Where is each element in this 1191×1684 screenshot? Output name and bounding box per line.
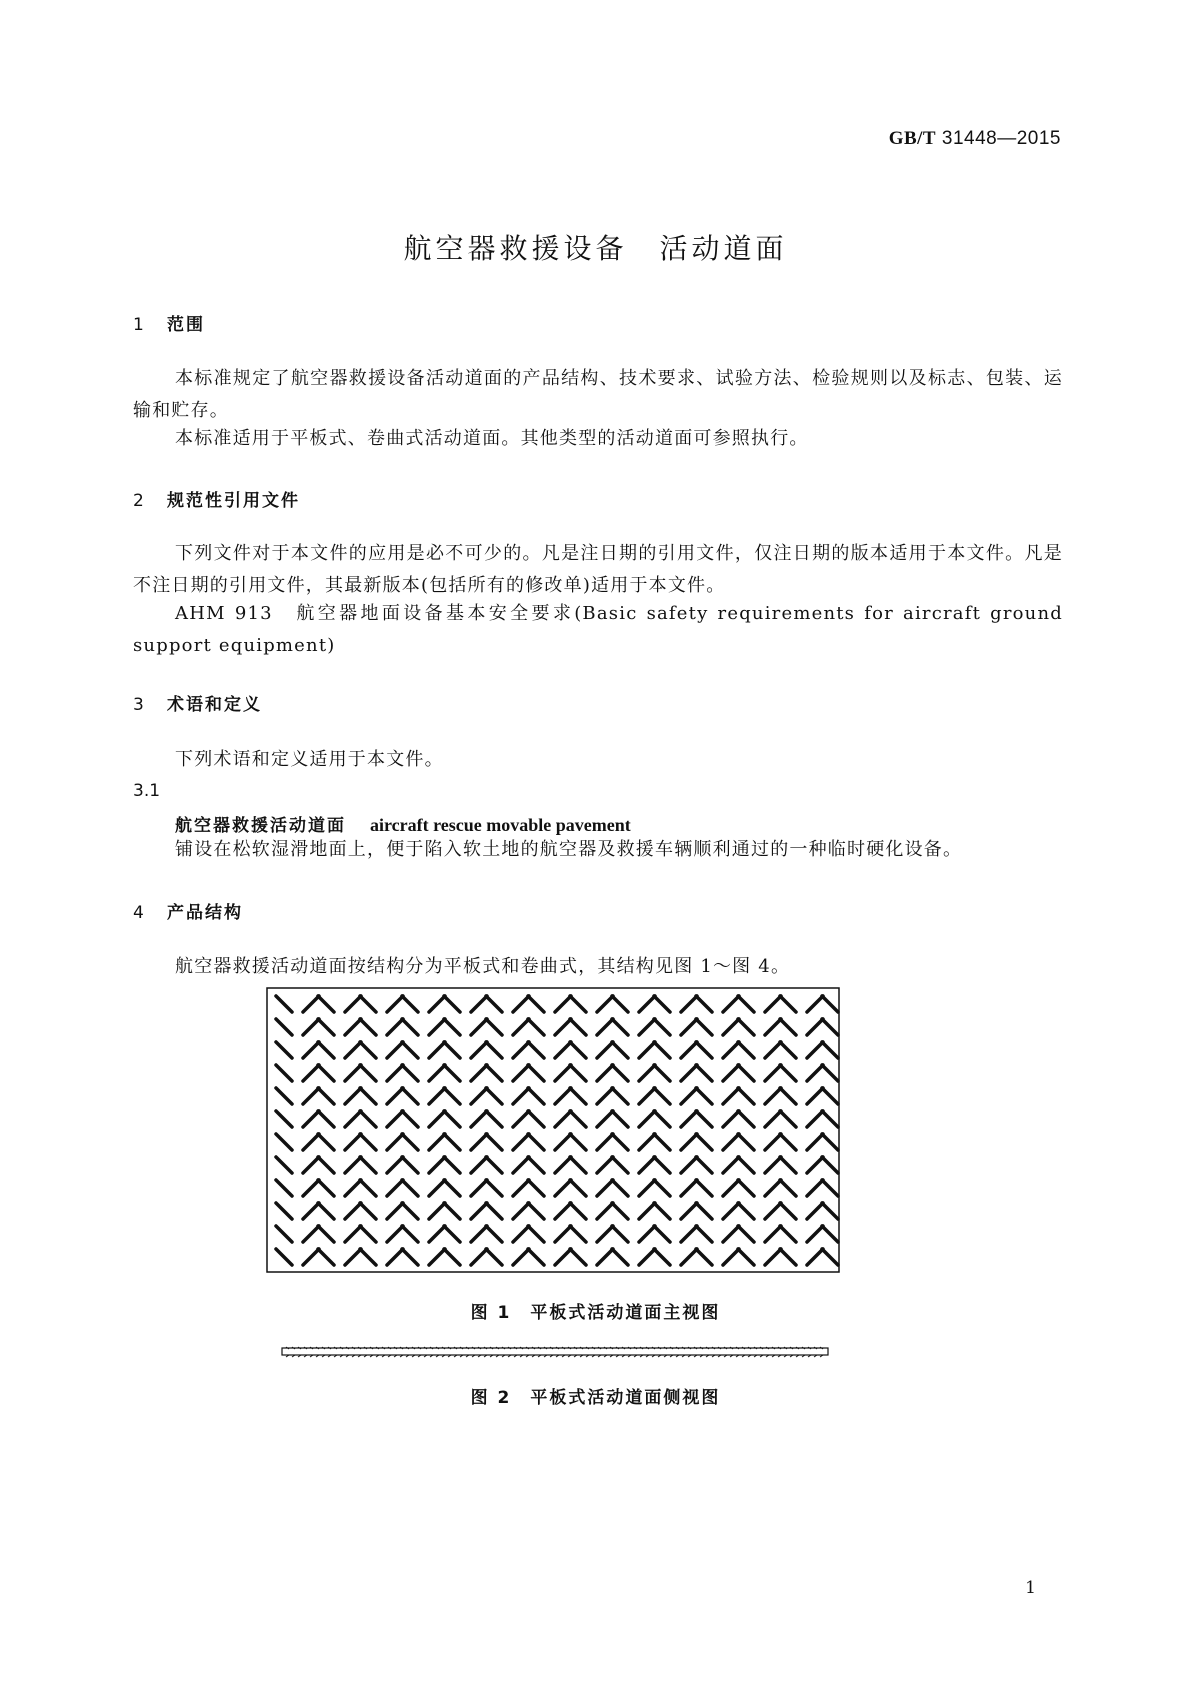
refs-paragraph-2: AHM 913 航空器地面设备基本安全要求(Basic safety requirements for aircraft ground support equipment) <box>133 603 1063 656</box>
scope-paragraph-2: 本标准适用于平板式、卷曲式活动道面。其他类型的活动道面可参照执行。 <box>175 428 809 449</box>
figure-1-caption: 图 1 平板式活动道面主视图 <box>470 1303 721 1323</box>
page-number: 1 <box>1025 1578 1036 1598</box>
term-en: aircraft rescue movable pavement <box>370 815 631 835</box>
section-heading-1: 1 范围 <box>133 315 205 335</box>
figure-1-tread-plate <box>266 987 841 1275</box>
refs-paragraph-1: 下列文件对于本文件的应用是必不可少的。凡是注日期的引用文件，仅注日期的版本适用于本文件。凡是不注日期的引用文件，其最新版本(包括所有的修改单)适用于本文件。 <box>133 543 1063 596</box>
term-zh: 航空器救援活动道面 <box>175 816 346 836</box>
section-heading-2: 2 规范性引用文件 <box>133 491 300 511</box>
structure-paragraph: 航空器救援活动道面按结构分为平板式和卷曲式，其结构见图 1～图 4。 <box>175 956 791 977</box>
figure-2-caption: 图 2 平板式活动道面侧视图 <box>470 1388 721 1408</box>
figure-2-side-view <box>280 1345 830 1359</box>
terms-intro: 下列术语和定义适用于本文件。 <box>175 749 444 770</box>
term-number: 3.1 <box>133 781 161 801</box>
document-title: 航空器救援设备 活动道面 <box>403 232 788 265</box>
term-definition: 铺设在松软湿滑地面上，便于陷入软土地的航空器及救援车辆顺利通过的一种临时硬化设备。 <box>175 839 963 860</box>
section-heading-4: 4 产品结构 <box>133 903 243 923</box>
standard-code: GB/T 31448—2015 <box>888 128 1061 149</box>
section-heading-3: 3 术语和定义 <box>133 695 262 715</box>
term-entry <box>175 811 631 836</box>
scope-paragraph-1: 本标准规定了航空器救援设备活动道面的产品结构、技术要求、试验方法、检验规则以及标志、包装、运输和贮存。 <box>133 368 1063 421</box>
